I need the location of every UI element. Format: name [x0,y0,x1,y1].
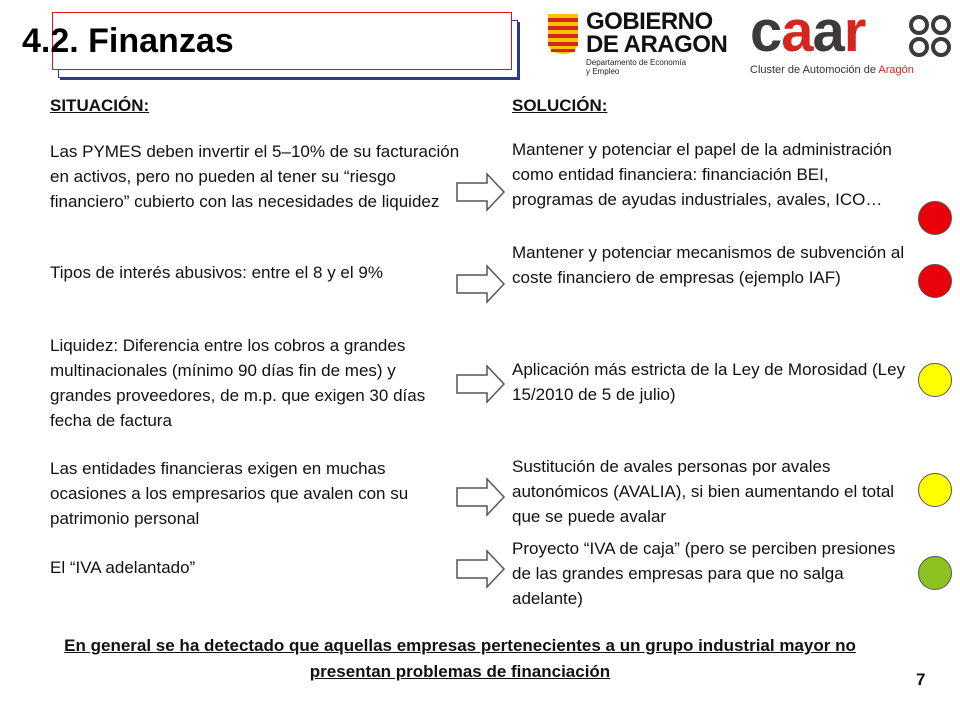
caar-circles-icon [908,14,952,58]
solucion-text-4: Sustitución de avales personas por avales autonómicos (AVALIA), si bien aumentando el total que se puede avalar [512,457,895,526]
status-dot-4 [918,473,952,507]
situacion-heading: SITUACIÓN: [50,96,150,115]
title-banner [20,10,522,78]
status-dot-5 [918,556,952,590]
right-arrow-icon [456,477,506,517]
caar-letter-r: r [843,0,866,64]
gobierno-name [586,10,727,56]
page-number: 7 [916,670,926,689]
aragon-shield-icon [548,14,578,54]
solucion-heading: SOLUCIÓN: [512,96,608,115]
status-dot-1 [918,201,952,235]
gobierno-department [586,58,686,76]
page-title: 4.2. Finanzas [22,22,234,60]
status-dot-3 [918,363,952,397]
situacion-text-2: Tipos de interés abusivos: entre el 8 y el 9% [50,263,383,282]
solucion-text-3: Aplicación más estricta de la Ley de Morosidad (Ley 15/2010 de 5 de julio) [512,360,906,404]
solucion-text-5: Proyecto “IVA de caja” (pero se perciben presiones de las grandes empresas para que no salga adelante) [512,539,896,608]
conclusion-text: En general se ha detectado que aquellas empresas pertenecientes a un grupo industrial mayor no presentan problemas de financiación [64,636,856,681]
caar-letter-c: c [750,0,782,64]
status-dot-2 [918,264,952,298]
caar-wordmark [750,2,865,62]
situacion-text-1: Las PYMES deben invertir el 5–10% de su facturación en activos, pero no pueden al tener su “riesgo financiero” cubierto con las necesidades de liquidez [50,142,460,211]
solucion-text-2: Mantener y potenciar mecanismos de subvención al coste financiero de empresas (ejemplo IAF) [512,243,905,287]
gobierno-dept-line2: y Empleo [586,67,620,76]
situacion-text-3: Liquidez: Diferencia entre los cobros a grandes multinacionales (mínimo 90 días fin de mes) y grandes proveedores, de m.p. que exigen 30 días fecha de factura [50,336,426,430]
gobierno-name-line2: DE ARAGON [586,31,728,58]
situacion-text-5: El “IVA adelantado” [50,558,196,577]
right-arrow-icon [456,364,506,404]
right-arrow-icon [456,549,506,589]
right-arrow-icon [456,172,506,212]
gobierno-dept-line1: Departamento de Economía [586,58,687,67]
solucion-text-1: Mantener y potenciar el papel de la administración como entidad financiera: financiación BEI, programas de ayudas industriales, avales, ICO… [512,140,892,209]
situacion-text-4: Las entidades financieras exigen en muchas ocasiones a los empresarios que avalen con su patrimonio personal [50,459,409,528]
caar-subtitle [750,64,914,76]
caar-logo [750,0,960,82]
caar-subtitle-highlight: Aragón [878,64,914,76]
caar-subtitle-main: Cluster de Automoción de [750,64,879,76]
right-arrow-icon [456,264,506,304]
caar-letter-a2: a [812,0,844,64]
gobierno-name-line1: GOBIERNO [586,8,713,35]
caar-letter-a1: a [781,0,813,64]
gobierno-aragon-logo [548,10,738,80]
